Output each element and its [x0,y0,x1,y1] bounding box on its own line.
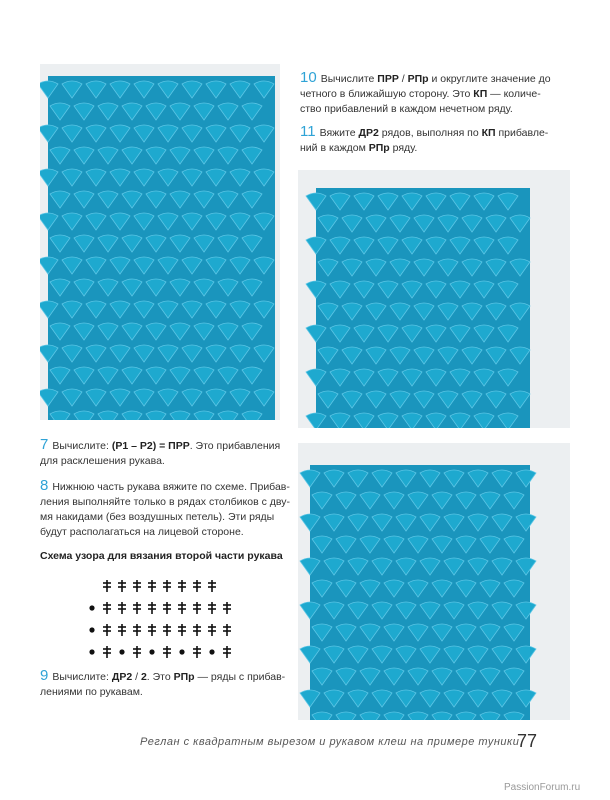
page-number: 77 [517,731,538,751]
watermark: PassionForum.ru [504,782,581,793]
page-footer: Реглан с квадратным вырезом и рукавом клеш на примере туники [140,736,520,748]
step-8: 8 Нижнюю часть рукава вяжите по схеме. Прибав- ления выполняйте только в рядах столбиков с дву- мя накидами (без воздушных петель). Эти ряды будут располагаться на лицевой стороне. [40,477,290,538]
sleeve-photo-3 [298,443,570,720]
step-number: 7 [40,436,49,453]
step-7: 7 Вычислите: (Р1 – Р2) = ПРР. Это прибавления для расклешения рукава. [40,436,281,467]
sleeve-photo-1 [40,64,280,420]
step-number: 11 [300,123,316,140]
step-9: 9 Вычислите: ДР2 / 2. Это РПр — ряды с прибав- лениями по рукавам. [40,667,286,698]
sleeve-photo-2 [298,170,570,428]
step-11: 11 Вяжите ДР2 рядов, выполняя по КП прибавле- ний в каждом РПр ряду. [300,123,549,154]
step-number: 10 [300,69,317,86]
step-10: 10 Вычислите ПРР / РПр и округлите значение до четного в ближайшую сторону. Это КП — количе- ство прибавлений в каждом нечетном ряду. [300,69,551,115]
crochet-schema [84,578,244,663]
step-number: 8 [40,477,49,494]
schema-title: Схема узора для вязания второй части рукава [40,550,283,562]
step-number: 9 [40,667,49,684]
